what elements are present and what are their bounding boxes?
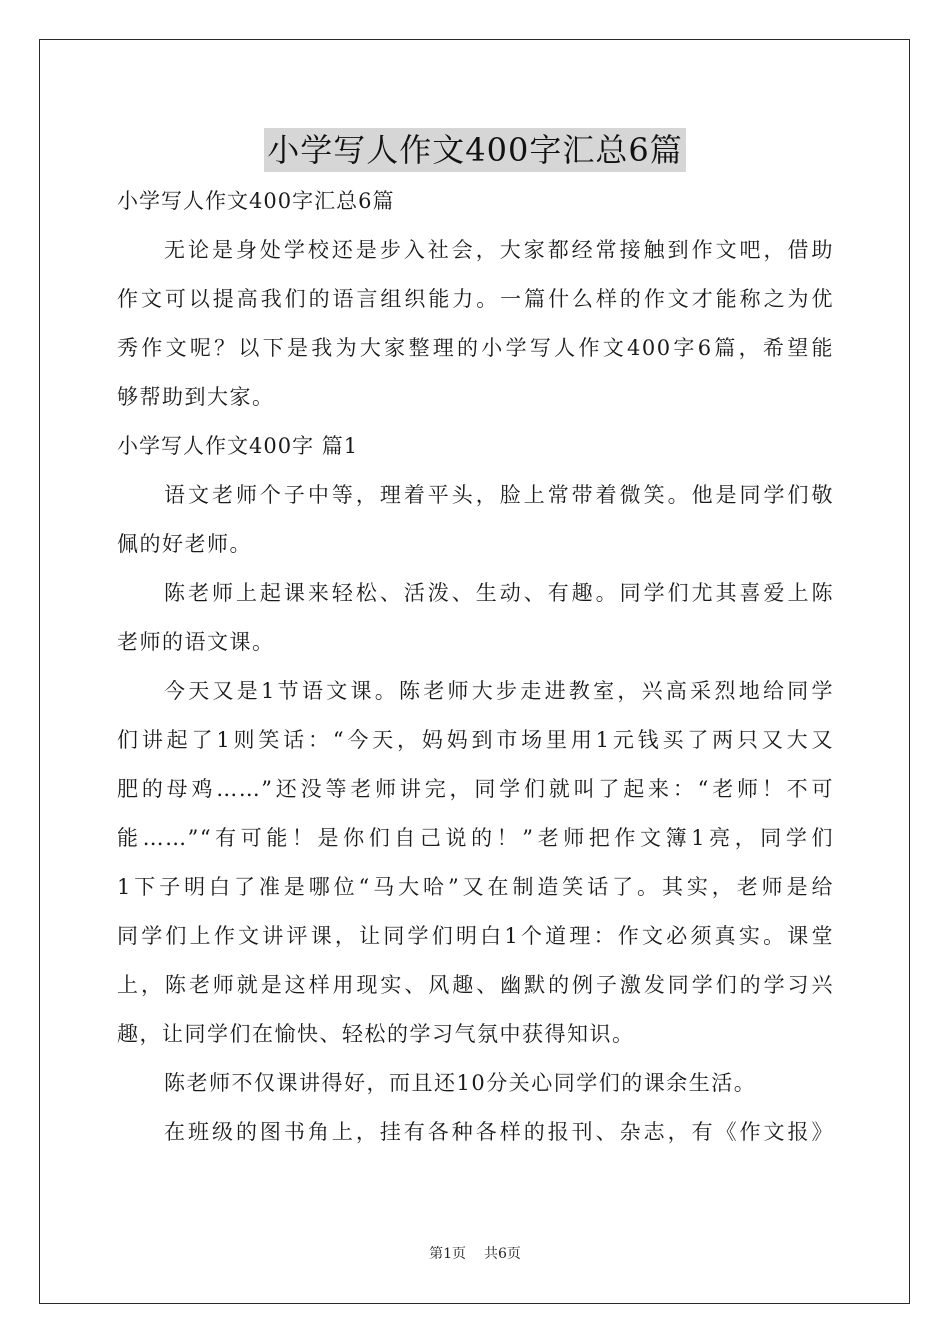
document-title-text: 小学写人作文400字汇总6篇 [264,128,685,172]
text-line: 同学们上作文讲评课，让同学们明白1个道理：作文必须真实。课堂 [117,924,834,948]
text-line: 佩的好老师。 [117,532,252,556]
text-line: 陈老师不仅课讲得好，而且还10分关心同学们的课余生活。 [164,1071,757,1095]
text-line: 能……”“有可能！是你们自己说的！”老师把作文簿1亮，同学们 [117,826,834,850]
page-number: 第1页 [429,1246,466,1262]
text-line: 上，陈老师就是这样用现实、风趣、幽默的例子激发同学们的学习兴 [117,973,834,997]
paragraph [117,1108,834,1157]
text-line: 语文老师个子中等，理着平头，脸上常带着微笑。他是同学们敬 [164,483,834,507]
text-line: 陈老师上起课来轻松、活泼、生动、有趣。同学们尤其喜爱上陈 [164,581,834,605]
intro-paragraph [117,226,834,422]
text-line: 趣，让同学们在愉快、轻松的学习气氛中获得知识。 [117,1022,635,1046]
text-line: 无论是身处学校还是步入社会，大家都经常接触到作文吧，借助 [164,238,834,262]
text-line: 秀作文呢？以下是我为大家整理的小学写人作文400字6篇，希望能 [117,336,834,360]
paragraph [117,1059,834,1108]
section-heading: 小学写人作文400字 篇1 [117,434,359,458]
text-line: 今天又是1节语文课。陈老师大步走进教室，兴高采烈地给同学 [164,679,834,703]
text-line: 肥的母鸡……”还没等老师讲完，同学们就叫了起来：“老师！不可 [117,777,834,801]
text-line: 老师的语文课。 [117,630,275,654]
document-subtitle: 小学写人作文400字汇总6篇 [117,189,395,213]
page-footer [0,1245,950,1263]
document-body [117,177,834,1157]
document-title [0,128,950,172]
paragraph [117,471,834,569]
paragraph [117,667,834,1059]
text-line: 1下子明白了准是哪位“马大哈”又在制造笑话了。其实，老师是给 [117,875,834,899]
paragraph [117,569,834,667]
page-total: 共6页 [484,1246,521,1262]
text-line: 够帮助到大家。 [117,385,275,409]
text-line: 在班级的图书角上，挂有各种各样的报刊、杂志，有《作文报》 [164,1120,834,1144]
text-line: 们讲起了1则笑话：“今天，妈妈到市场里用1元钱买了两只又大又 [117,728,834,752]
text-line: 作文可以提高我们的语言组织能力。一篇什么样的作文才能称之为优 [117,287,834,311]
